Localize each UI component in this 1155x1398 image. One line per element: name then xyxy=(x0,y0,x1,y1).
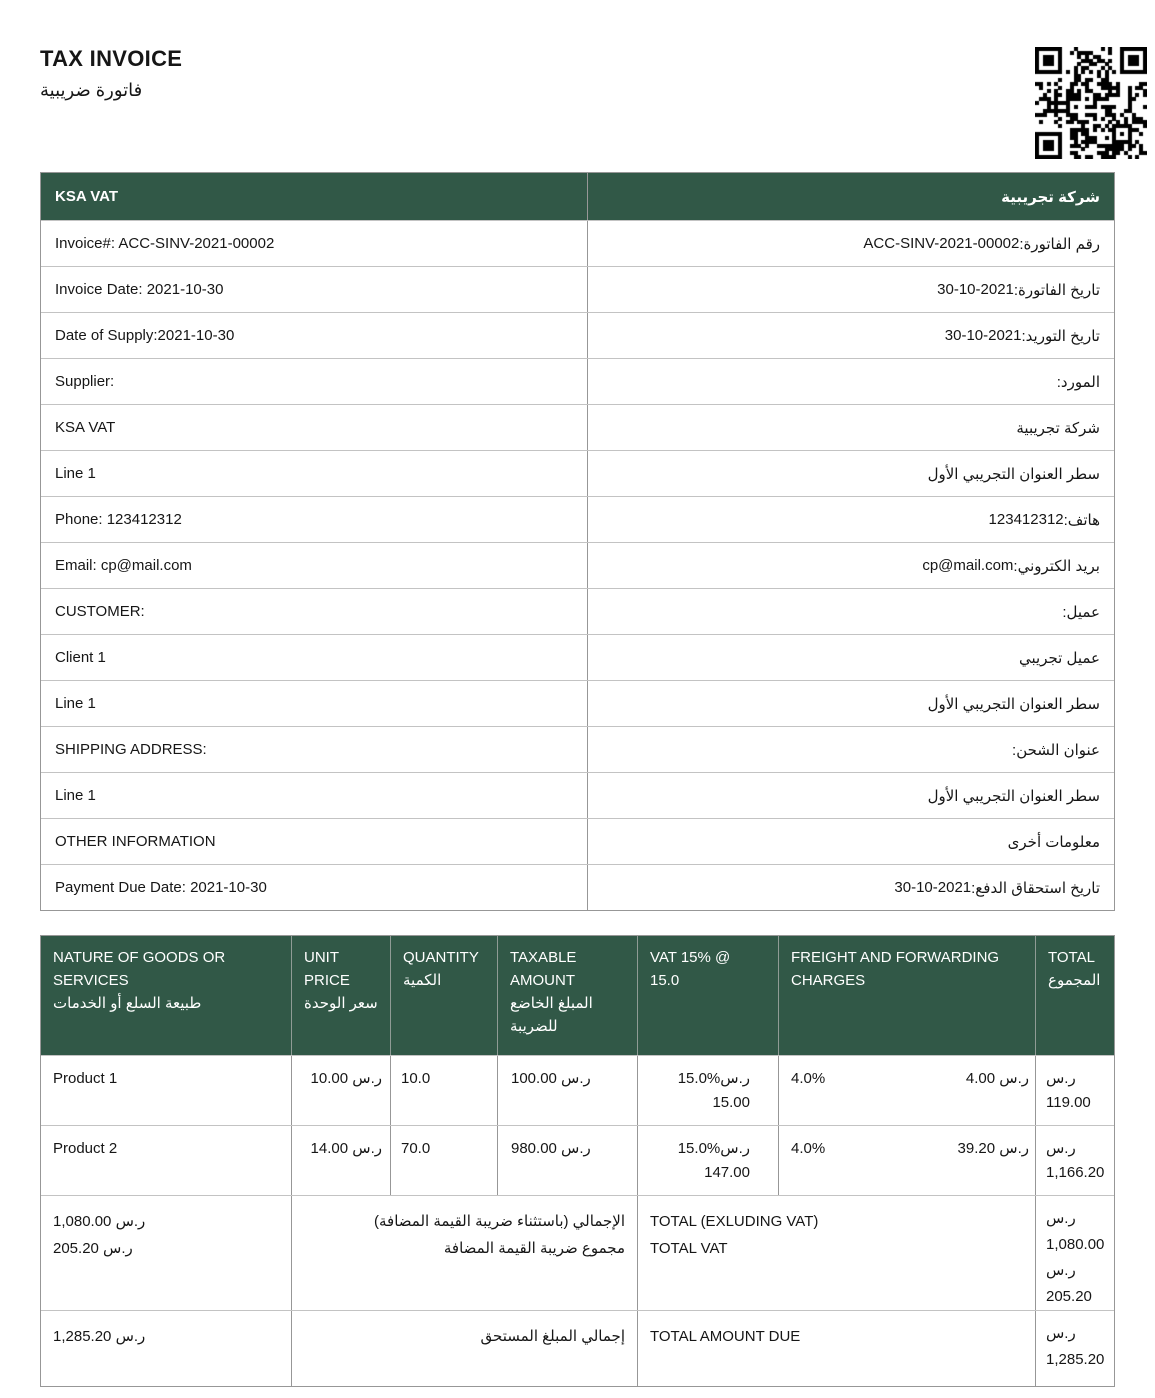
table-row xyxy=(41,772,1114,818)
item-quantity: 10.0 xyxy=(391,1056,498,1125)
totals-label-english: TOTAL (EXLUDING VAT) TOTAL VAT xyxy=(638,1196,1036,1310)
info-cell-ar: معلومات أخرى xyxy=(1007,833,1100,851)
item-name: Product 1 xyxy=(41,1056,292,1125)
totals-row xyxy=(41,1195,1114,1310)
invoice-info-table xyxy=(40,172,1115,911)
item-unit-price: 10.00 ر.س xyxy=(292,1056,391,1125)
column-header-quantity: QUANTITY الكمية xyxy=(391,936,498,1055)
table-row xyxy=(41,220,1114,266)
totals-amounts-left: 1,285.20 ر.س xyxy=(41,1311,292,1386)
info-cell-ar: تاريخ الفاتورة: 30-10-2021 xyxy=(937,281,1100,299)
table-row xyxy=(41,358,1114,404)
info-cell-en: Invoice Date: 2021-10-30 xyxy=(41,267,588,312)
info-header-row xyxy=(41,173,1114,220)
table-row xyxy=(41,1125,1114,1195)
info-cell-ar: عميل تجريبي xyxy=(1018,649,1100,667)
table-row xyxy=(41,634,1114,680)
totals-row xyxy=(41,1310,1114,1386)
totals-amount: ر.س 1,080.00 ر.س 205.20 xyxy=(1046,1210,1105,1305)
totals-label-arabic: إجمالي المبلغ المستحق xyxy=(292,1311,638,1386)
freight-amount: 39.20 ر.س xyxy=(957,1140,1029,1157)
column-header-freight-charges: FREIGHT AND FORWARDING CHARGES xyxy=(779,936,1036,1055)
table-row xyxy=(41,588,1114,634)
column-header-nature-of-goods: NATURE OF GOODS OR SERVICES طبيعة السلع أو الخدمات xyxy=(41,936,292,1055)
table-row xyxy=(41,864,1114,910)
info-cell-ar: رقم الفاتورة: ACC-SINV-2021-00002 xyxy=(863,235,1100,253)
totals-amounts-left: 1,080.00 ر.س 205.20 ر.س xyxy=(41,1196,292,1310)
table-row xyxy=(41,312,1114,358)
item-unit-price: 14.00 ر.س xyxy=(292,1126,391,1195)
item-vat: 15.0%ر.س 147.00 xyxy=(638,1126,779,1195)
info-cell-en: KSA VAT xyxy=(41,405,588,450)
info-cell-ar: سطر العنوان التجريبي الأول xyxy=(927,787,1100,805)
info-cell-ar: سطر العنوان التجريبي الأول xyxy=(927,465,1100,483)
info-header-en: KSA VAT xyxy=(41,173,588,220)
info-cell-en: Email: cp@mail.com xyxy=(41,543,588,588)
table-row xyxy=(41,496,1114,542)
freight-amount: 4.00 ر.س xyxy=(965,1070,1029,1087)
info-header-ar: شركة تجريبية xyxy=(1001,188,1100,206)
item-taxable-amount: 100.00 ر.س xyxy=(498,1056,638,1125)
info-cell-en: Payment Due Date: 2021-10-30 xyxy=(41,865,588,910)
table-row xyxy=(41,818,1114,864)
info-cell-en: Client 1 xyxy=(41,635,588,680)
table-row xyxy=(41,266,1114,312)
info-cell-en: Date of Supply:2021-10-30 xyxy=(41,313,588,358)
table-row xyxy=(41,404,1114,450)
column-header-total: TOTAL المجموع xyxy=(1048,949,1101,989)
info-cell-ar: بريد الكتروني: cp@mail.com xyxy=(922,557,1100,575)
totals-amount: ر.س 1,285.20 xyxy=(1046,1325,1105,1368)
info-cell-ar: تاريخ التوريد: 30-10-2021 xyxy=(944,327,1100,345)
table-row xyxy=(41,1055,1114,1125)
info-cell-ar: هاتف: 123412312 xyxy=(988,511,1100,529)
item-total: ر.س 119.00 xyxy=(1046,1070,1091,1111)
table-row xyxy=(41,680,1114,726)
column-header-unit-price: UNIT PRICE سعر الوحدة xyxy=(292,936,391,1055)
info-cell-ar: المورد: xyxy=(1056,373,1100,391)
info-cell-ar: عنوان الشحن: xyxy=(1012,741,1100,759)
info-cell-ar: تاريخ استحقاق الدفع: 30-10-2021 xyxy=(894,879,1100,897)
table-row xyxy=(41,450,1114,496)
totals-label-arabic: الإجمالي (باستثناء ضريبة القيمة المضافة) مجموع ضريبة القيمة المضافة xyxy=(292,1196,638,1310)
info-cell-ar: سطر العنوان التجريبي الأول xyxy=(927,695,1100,713)
info-cell-en: OTHER INFORMATION xyxy=(41,819,588,864)
info-cell-en: Supplier: xyxy=(41,359,588,404)
item-freight-charges xyxy=(779,1126,1036,1195)
freight-percent: 4.0% xyxy=(791,1140,826,1157)
items-header-row xyxy=(41,936,1114,1055)
info-cell-en: Phone: 123412312 xyxy=(41,497,588,542)
line-items-table xyxy=(40,935,1115,1387)
info-cell-ar: شركة تجريبية xyxy=(1016,419,1100,437)
item-name: Product 2 xyxy=(41,1126,292,1195)
info-cell-en: CUSTOMER: xyxy=(41,589,588,634)
info-cell-ar: عميل: xyxy=(1062,603,1100,621)
item-taxable-amount: 980.00 ر.س xyxy=(498,1126,638,1195)
table-row xyxy=(41,726,1114,772)
item-quantity: 70.0 xyxy=(391,1126,498,1195)
item-total: ر.س 1,166.20 xyxy=(1046,1140,1105,1181)
page-title: TAX INVOICE xyxy=(40,46,183,71)
table-row xyxy=(41,542,1114,588)
item-freight-charges xyxy=(779,1056,1036,1125)
info-cell-en: Line 1 xyxy=(41,773,588,818)
qr-code-icon xyxy=(1035,47,1147,159)
totals-label-english: TOTAL AMOUNT DUE xyxy=(638,1311,1036,1386)
info-cell-en: SHIPPING ADDRESS: xyxy=(41,727,588,772)
item-vat: 15.0%ر.س 15.00 xyxy=(638,1056,779,1125)
freight-percent: 4.0% xyxy=(791,1070,826,1087)
info-cell-en: Invoice#: ACC-SINV-2021-00002 xyxy=(41,221,588,266)
info-cell-en: Line 1 xyxy=(41,451,588,496)
info-cell-en: Line 1 xyxy=(41,681,588,726)
column-header-vat: VAT 15% @ 15.0 xyxy=(638,936,779,1055)
page-subtitle-arabic: فاتورة ضريبية xyxy=(40,80,143,100)
column-header-taxable-amount: TAXABLE AMOUNT المبلغ الخاضع للضريبة xyxy=(498,936,638,1055)
